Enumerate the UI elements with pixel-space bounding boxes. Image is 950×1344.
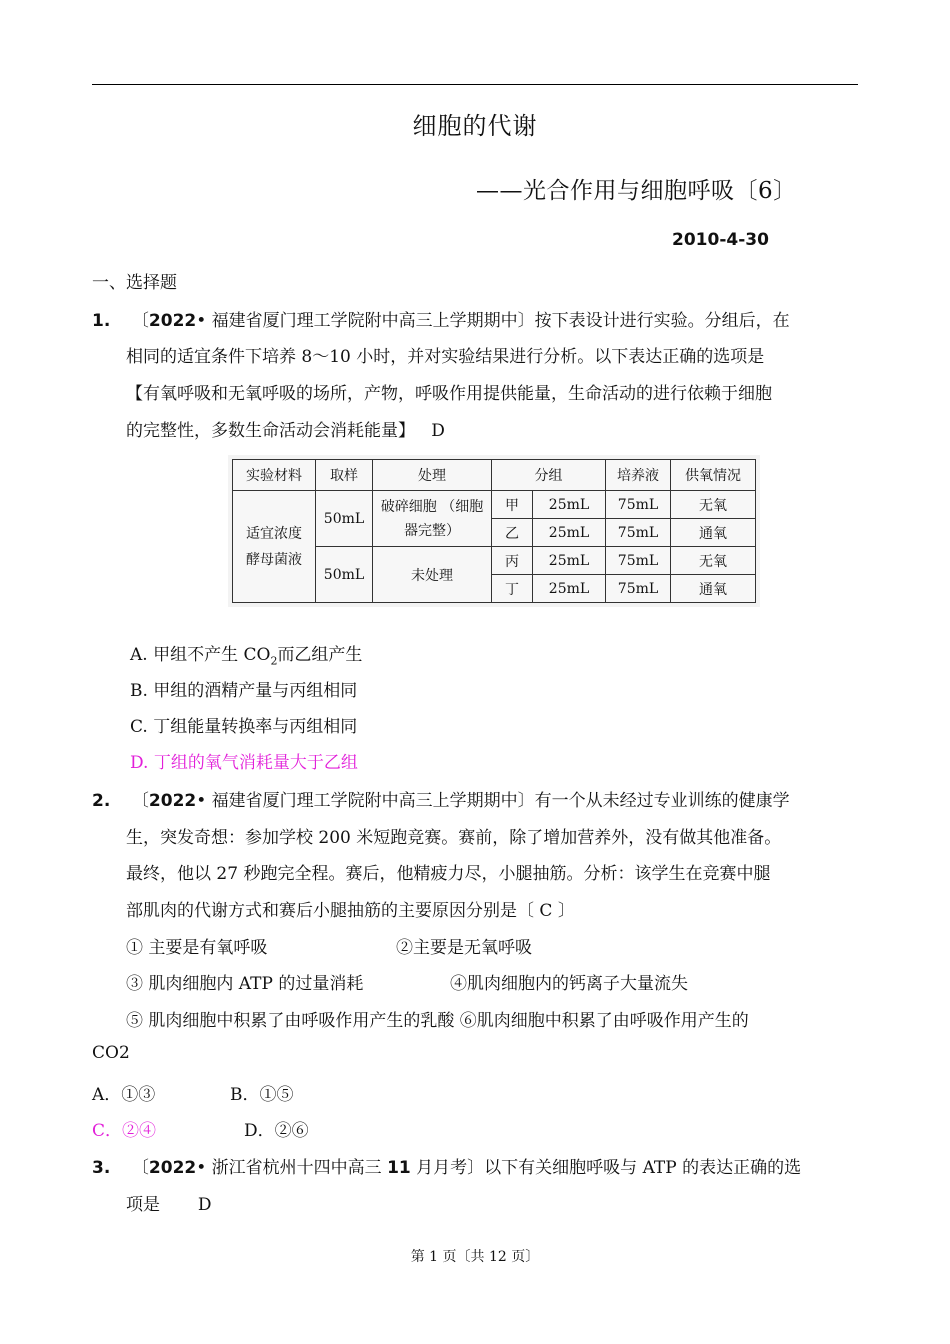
table-cell-group: 甲 [492,491,533,519]
q2-item-5-6: ⑤ 肌肉细胞中积累了由呼吸作用产生的乳酸 ⑥肌肉细胞中积累了由呼吸作用产生的 [126,1011,749,1031]
experiment-table [232,459,756,603]
q1-line4: 的完整性，多数生命活动会消耗能量】 D [126,421,445,441]
q2-item-6-tail: CO2 [92,1043,130,1063]
table-cell-material: 适宜浓度 酵母菌液 [233,491,316,603]
table-cell-medium: 75mL [606,575,671,603]
q1-line1: 1. 〔2022• 福建省厦门理工学院附中高三上学期期中〕按下表设计进行实验。分组后，在 [92,311,790,331]
table-cell-volume: 25mL [533,575,606,603]
table-cell-group: 丁 [492,575,533,603]
q2-number: 2. [92,791,111,811]
table-header: 培养液 [606,460,671,491]
q2-item-2: ②主要是无氧呼吸 [396,938,532,958]
q2-line4: 部肌肉的代谢方式和赛后小腿抽筋的主要原因分别是〔 C 〕 [126,901,575,921]
table-header: 分组 [492,460,606,491]
page-date: 2010-4-30 [672,230,769,250]
page-subtitle: ——光合作用与细胞呼吸〔6〕 [476,178,797,204]
table-cell-sample: 50mL [316,491,373,547]
q2-line1: 2. 〔2022• 福建省厦门理工学院附中高三上学期期中〕有一个从未经过专业训练的健康学 [92,791,790,811]
q2-item-1: ① 主要是有氧呼吸 [126,938,268,958]
q2-option-b: B．①⑤ [230,1085,294,1105]
table-cell-medium: 75mL [606,491,671,519]
q2-line3: 最终，他以 27 秒跑完全程。赛后，他精疲力尽，小腿抽筋。分析：该学生在竞赛中腿 [126,864,771,884]
table-cell-treatment: 未处理 [373,547,492,603]
experiment-table-image [228,455,760,607]
table-cell-group: 丙 [492,547,533,575]
table-cell-medium: 75mL [606,519,671,547]
table-cell-oxygen: 通氧 [671,575,756,603]
q2-item-4: ④肌肉细胞内的钙离子大量流失 [450,974,688,994]
q1-line3: 【有氧呼吸和无氧呼吸的场所，产物，呼吸作用提供能量，生命活动的进行依赖于细胞 [126,384,772,404]
q3-line2: 项是 D [126,1195,212,1215]
table-cell-sample: 50mL [316,547,373,603]
q2-option-d: D．②⑥ [244,1121,309,1141]
q2-option-c: C．②④ [92,1121,157,1141]
header-rule [92,84,858,85]
q3-answer: D [197,1195,212,1215]
page-footer: 第 1 页〔共 12 页〕 [410,1249,540,1265]
table-header: 处理 [373,460,492,491]
q3-number: 3. [92,1158,111,1178]
q1-answer: D [431,421,445,441]
q3-line1: 3. 〔2022• 浙江省杭州十四中高三 11 月月考〕以下有关细胞呼吸与 ATP 的表达正确的选 [92,1158,802,1178]
q1-line2: 相同的适宜条件下培养 8～10 小时，并对实验结果进行分析。以下表达正确的选项是 [126,347,765,367]
q2-item-3: ③ 肌肉细胞内 ATP 的过量消耗 [126,974,364,994]
table-cell-group: 乙 [492,519,533,547]
q1-option-c: C. 丁组能量转换率与丙组相同 [130,717,358,737]
q2-line2: 生，突发奇想：参加学校 200 米短跑竞赛。赛前，除了增加营养外，没有做其他准备。 [126,828,782,848]
table-cell-oxygen: 无氧 [671,491,756,519]
table-cell-volume: 25mL [533,491,606,519]
q1-number: 1. [92,311,111,331]
page-title: 细胞的代谢 [412,112,538,140]
table-header: 供氧情况 [671,460,756,491]
q1-option-a: A. 甲组不产生 $CO_2$而乙组产生 [130,645,363,668]
table-cell-volume: 25mL [533,547,606,575]
section-title: 一、选择题 [92,273,177,293]
table-cell-oxygen: 无氧 [671,547,756,575]
q1-option-d: D. 丁组的氧气消耗量大于乙组 [130,753,358,773]
table-cell-volume: 25mL [533,519,606,547]
table-header: 实验材料 [233,460,316,491]
q2-option-a: A．①③ [92,1085,156,1105]
q1-option-b: B. 甲组的酒精产量与丙组相同 [130,681,358,701]
table-cell-oxygen: 通氧 [671,519,756,547]
table-cell-treatment: 破碎细胞 （细胞器完整） [373,491,492,547]
table-header: 取样 [316,460,373,491]
table-cell-medium: 75mL [606,547,671,575]
